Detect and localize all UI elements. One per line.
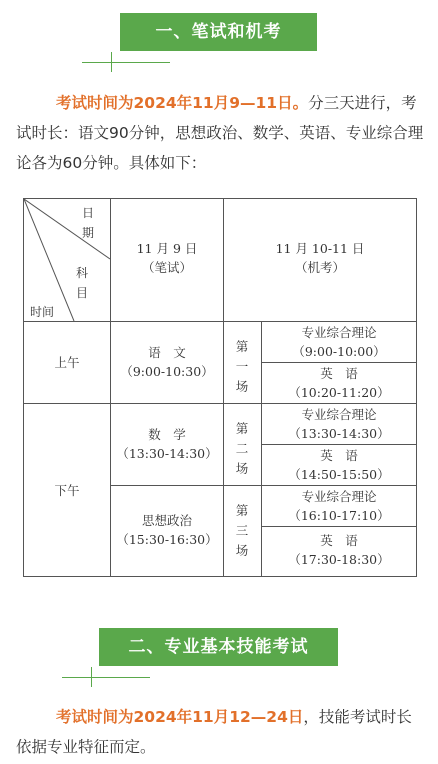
subject-name: 思想政治 [141, 513, 192, 528]
exam-schedule-table [23, 198, 417, 577]
corner-label-date: 日期 [82, 206, 95, 240]
subject-name: 专业综合理论 [301, 325, 377, 340]
session-2-item-1 [262, 405, 416, 443]
subject-time: （14:50-15:50） [288, 467, 390, 482]
decorative-line [82, 62, 170, 63]
session-label-2 [234, 419, 250, 479]
subject-name: 专业综合理论 [301, 489, 377, 504]
session-char: 场 [235, 461, 249, 476]
period-morning: 上午 [54, 355, 80, 370]
table-line [261, 526, 416, 527]
corner-label-time: 时间 [30, 305, 55, 319]
header-written-type: （笔试） [141, 260, 192, 275]
subject-name: 语 文 [148, 345, 186, 360]
session-char: 三 [235, 523, 249, 538]
exam-duration-text: 分三天进行，考试时长：语文90分钟，思想政治、数学、英语、专业综合理论各为60分钟。具体如下： [16, 94, 424, 172]
header-written-date: 11 月 9 日 [136, 241, 198, 256]
corner-label-subject: 科目 [76, 266, 89, 300]
skills-date-highlight: 考试时间为2024年11月12—24日 [56, 708, 304, 726]
subject-name: 英 语 [320, 448, 358, 463]
header-computer [224, 239, 416, 277]
subject-time: （9:00-10:30） [120, 364, 214, 379]
decorative-line [62, 677, 150, 678]
session-1-item-2 [262, 364, 416, 402]
table-line [261, 444, 416, 445]
subject-name: 专业综合理论 [301, 407, 377, 422]
skills-duration-text: ，技能考试时长依据专业特征而定。 [16, 708, 412, 756]
table-line [24, 403, 416, 404]
table-line [261, 362, 416, 363]
section-banner-skills-exam: 二、专业基本技能考试 [99, 628, 338, 666]
decorative-line [91, 667, 92, 687]
subject-time: （16:10-17:10） [288, 508, 390, 523]
written-subject-3 [111, 511, 223, 549]
session-char: 第 [235, 421, 249, 436]
session-char: 二 [235, 441, 249, 456]
header-written [111, 239, 223, 277]
session-1-item-1 [262, 323, 416, 361]
session-char: 第 [235, 339, 249, 354]
skills-exam-text [16, 702, 424, 762]
session-char: 场 [235, 379, 249, 394]
header-computer-date: 11 月 10-11 日 [275, 241, 365, 256]
subject-time: （10:20-11:20） [288, 385, 390, 400]
session-char: 场 [235, 543, 249, 558]
period-afternoon: 下午 [54, 483, 80, 498]
session-3-item-1 [262, 487, 416, 525]
header-computer-type: （机考） [294, 260, 345, 275]
table-line [24, 321, 416, 322]
subject-name: 英 语 [320, 366, 358, 381]
exam-date-highlight: 考试时间为2024年11月9—11日。 [56, 94, 309, 112]
subject-name: 英 语 [320, 533, 358, 548]
subject-time: （15:30-16:30） [116, 532, 218, 547]
session-label-1 [234, 337, 250, 397]
session-3-item-2 [262, 531, 416, 569]
subject-time: （17:30-18:30） [288, 552, 390, 567]
written-subject-2 [111, 425, 223, 463]
written-subject-1 [111, 343, 223, 381]
session-label-3 [234, 501, 250, 561]
subject-time: （13:30-14:30） [288, 426, 390, 441]
subject-time: （13:30-14:30） [116, 446, 218, 461]
exam-schedule-intro [16, 88, 424, 178]
subject-name: 数 学 [148, 427, 186, 442]
section-banner-written-exam: 一、笔试和机考 [120, 13, 317, 51]
table-line [110, 485, 416, 486]
session-char: 第 [235, 503, 249, 518]
subject-time: （9:00-10:00） [292, 344, 386, 359]
decorative-line [111, 52, 112, 72]
session-2-item-2 [262, 446, 416, 484]
session-char: 一 [235, 359, 249, 374]
